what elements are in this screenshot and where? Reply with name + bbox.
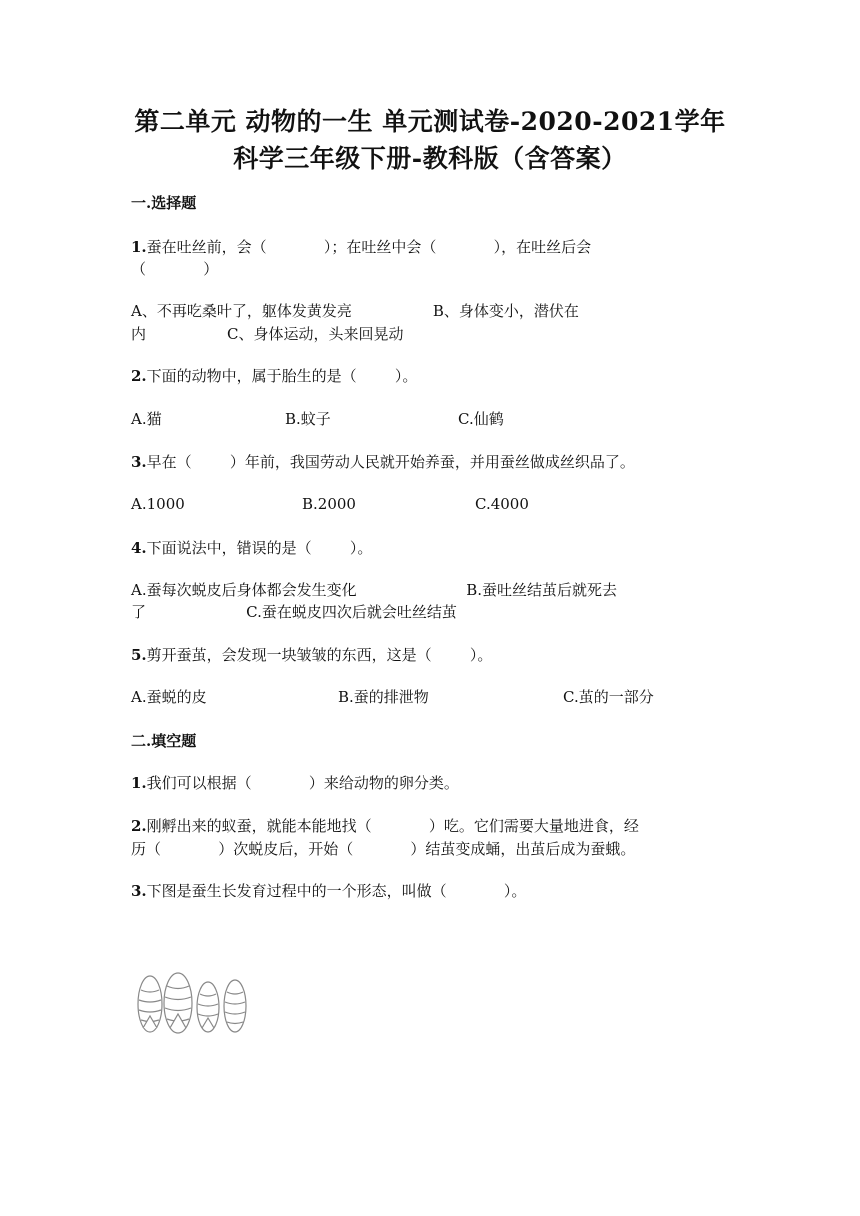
- fill-question-3: [131, 880, 526, 902]
- question-number: 4.: [131, 539, 147, 557]
- exam-title-line2: 科学三年级下册-教科版（含答案）: [233, 144, 627, 173]
- question-number: 1.: [131, 774, 147, 792]
- question-5-option-b: B.蚕的排泄物: [338, 688, 429, 706]
- question-5-option-c: C.茧的一部分: [563, 688, 654, 706]
- question-4-options-line1: A.蚕每次蜕皮后身体都会发生变化 B.蚕吐丝结茧后就死去: [131, 581, 618, 599]
- question-5-option-a: A.蚕蜕的皮: [131, 688, 207, 706]
- fill-question-2-line1: [131, 815, 639, 837]
- question-2: [131, 365, 417, 387]
- question-text: 下面说法中，错误的是（ ）。: [146, 539, 373, 557]
- fill-question-2-line2: 历（ ）次蜕皮后，开始（ ）结茧变成蛹，出茧后成为蚕蛾。: [131, 840, 636, 858]
- question-3: [131, 451, 635, 473]
- question-2-option-b: B.蚊子: [285, 410, 331, 428]
- silkworm-pupae-icon: [133, 970, 253, 1038]
- question-4: [131, 537, 372, 559]
- question-number: 3.: [131, 882, 147, 900]
- question-number: 5.: [131, 646, 147, 664]
- section-heading-choice: 一.选择题: [131, 194, 197, 212]
- question-1-options-line2: 内 C、身体运动，头来回晃动: [131, 325, 404, 343]
- section-heading-fill: 二.填空题: [131, 732, 197, 750]
- question-number: 3.: [131, 453, 147, 471]
- question-1-line2: （ ）: [131, 260, 219, 278]
- question-1-line1: [131, 236, 591, 258]
- question-3-option-a: A.1000: [131, 495, 185, 513]
- question-text: 刚孵出来的蚁蚕，就能本能地找（ ）吃。它们需要大量地进食，经: [146, 817, 639, 835]
- question-number: 2.: [131, 817, 147, 835]
- question-2-option-a: A.猫: [131, 410, 162, 428]
- question-text: 剪开蚕茧，会发现一块皱皱的东西，这是（ ）。: [146, 646, 493, 664]
- pupa-1: [138, 976, 162, 1032]
- question-2-option-c: C.仙鹤: [458, 410, 504, 428]
- question-number: 1.: [131, 238, 147, 256]
- fill-question-1: [131, 772, 459, 794]
- exam-title-line1: 第二单元 动物的一生 单元测试卷-2020-2021学年: [134, 107, 726, 136]
- question-text: 下面的动物中，属于胎生的是（ ）。: [146, 367, 418, 385]
- pupa-3: [197, 982, 219, 1032]
- question-text: 下图是蚕生长发育过程中的一个形态，叫做（ ）。: [146, 882, 527, 900]
- question-text: 蚕在吐丝前，会（ ）；在吐丝中会（ ），在吐丝后会: [146, 238, 592, 256]
- question-5: [131, 644, 492, 666]
- question-3-option-b: B.2000: [302, 495, 356, 513]
- question-3-option-c: C.4000: [475, 495, 529, 513]
- question-text: 我们可以根据（ ）来给动物的卵分类。: [146, 774, 459, 792]
- pupa-4: [224, 980, 246, 1032]
- question-4-options-line2: 了 C.蚕在蜕皮四次后就会吐丝结茧: [131, 603, 457, 621]
- question-text: 早在（ ）年前，我国劳动人民就开始养蚕，并用蚕丝做成丝织品了。: [146, 453, 635, 471]
- question-1-options-line1: A、不再吃桑叶了，躯体发黄发亮 B、身体变小，潜伏在: [131, 302, 579, 320]
- question-number: 2.: [131, 367, 147, 385]
- pupa-2: [164, 973, 192, 1033]
